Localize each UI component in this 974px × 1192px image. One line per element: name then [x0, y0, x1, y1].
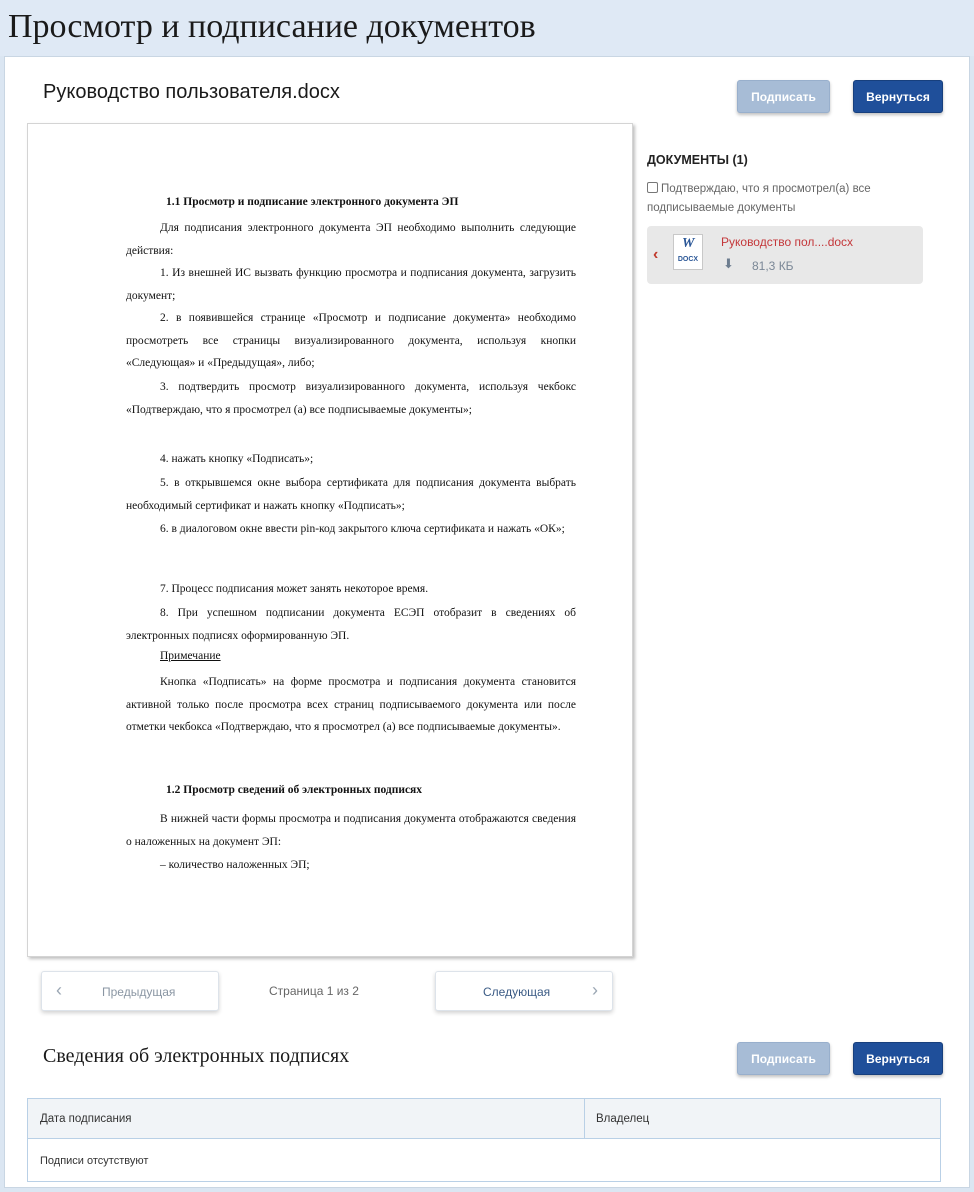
list-item: 5. в открывшемся окне выбора сертификата для подписания документа выбрать необходимый сертификат и нажать кнопку «Подписать»; — [126, 477, 576, 512]
confirm-viewed[interactable] — [647, 180, 907, 218]
signatures-table — [27, 1098, 941, 1182]
page-indicator: Страница 1 из 2 — [269, 984, 359, 998]
confirm-checkbox[interactable] — [647, 182, 658, 193]
list-item: 3. подтвердить просмотр визуализированного документа, используя чекбокс «Подтверждаю, что я просмотрел (а) все подписываемые документы»; — [126, 381, 576, 416]
sign-button[interactable]: Подписать — [737, 80, 830, 113]
paragraph: В нижней части формы просмотра и подписания документа отображаются сведения о наложенных на документ ЭП: — [126, 813, 576, 848]
note-heading: Примечание — [160, 650, 221, 662]
column-header-date: Дата подписания — [40, 1113, 132, 1125]
word-document-icon — [673, 234, 703, 270]
download-icon[interactable]: ⬇ — [723, 256, 734, 271]
chevron-left-icon: ‹ — [56, 980, 62, 1000]
file-extension: DOCX — [677, 256, 699, 263]
list-item: – количество наложенных ЭП; — [160, 859, 310, 871]
file-card[interactable] — [647, 226, 923, 284]
next-page-button[interactable] — [435, 971, 613, 1011]
note-paragraph: Кнопка «Подписать» на форме просмотра и подписания документа становится активной только после просмотра всех страниц подписываемого документа или после отметки чекбокса «Подтверждаю, что я просмотрел (а) все подписываемые документы». — [126, 676, 576, 733]
confirm-label[interactable]: Подтверждаю, что я просмотрел(а) все подписываемые документы — [647, 183, 871, 214]
chevron-right-icon: › — [592, 980, 598, 1000]
file-name-link[interactable]: Руководство пол....docx — [721, 235, 854, 249]
section-heading: 1.1 Просмотр и подписание электронного документа ЭП — [166, 196, 459, 208]
main-panel — [4, 56, 970, 1188]
document-title: Руководство пользователя.docx — [43, 81, 340, 103]
column-divider — [584, 1099, 585, 1139]
column-header-owner: Владелец — [596, 1113, 650, 1125]
documents-heading: ДОКУМЕНТЫ (1) — [647, 153, 748, 167]
page-title: Просмотр и подписание документов — [8, 8, 536, 45]
prev-page-button[interactable] — [41, 971, 219, 1011]
section-heading: 1.2 Просмотр сведений об электронных подписях — [166, 784, 423, 796]
paragraph: Для подписания электронного документа ЭП необходимо выполнить следующие действия: — [126, 222, 576, 257]
list-item: 7. Процесс подписания может занять некоторое время. — [160, 583, 429, 595]
page-header — [0, 0, 974, 56]
back-button-bottom[interactable]: Вернуться — [853, 1042, 943, 1075]
list-item: 1. Из внешней ИС вызвать функцию просмотра и подписания документа, загрузить документ; — [126, 267, 576, 302]
table-header — [28, 1099, 940, 1139]
sign-button-bottom[interactable]: Подписать — [737, 1042, 830, 1075]
word-letter: W — [682, 236, 695, 251]
list-item: 6. в диалоговом окне ввести pin-код закрытого ключа сертификата и нажать «ОК»; — [160, 523, 565, 535]
chevron-left-icon[interactable]: ‹ — [653, 246, 659, 263]
back-button[interactable]: Вернуться — [853, 80, 943, 113]
empty-table-message: Подписи отсутствуют — [40, 1155, 149, 1167]
list-item: 8. При успешном подписании документа ЕСЭП отобразит в сведениях об электронных подписях оформированную ЭП. — [126, 607, 576, 642]
file-size: 81,3 КБ — [752, 259, 794, 273]
list-item: 2. в появившейся странице «Просмотр и подписание документа» необходимо просмотреть все страницы визуализированного документа, используя кнопки «Следующая» и «Предыдущая», либо; — [126, 312, 576, 369]
document-viewer[interactable] — [27, 123, 633, 957]
signatures-title: Сведения об электронных подписях — [43, 1045, 350, 1067]
next-page-label: Следующая — [483, 985, 551, 999]
list-item: 4. нажать кнопку «Подписать»; — [160, 453, 314, 465]
prev-page-label: Предыдущая — [102, 985, 176, 999]
